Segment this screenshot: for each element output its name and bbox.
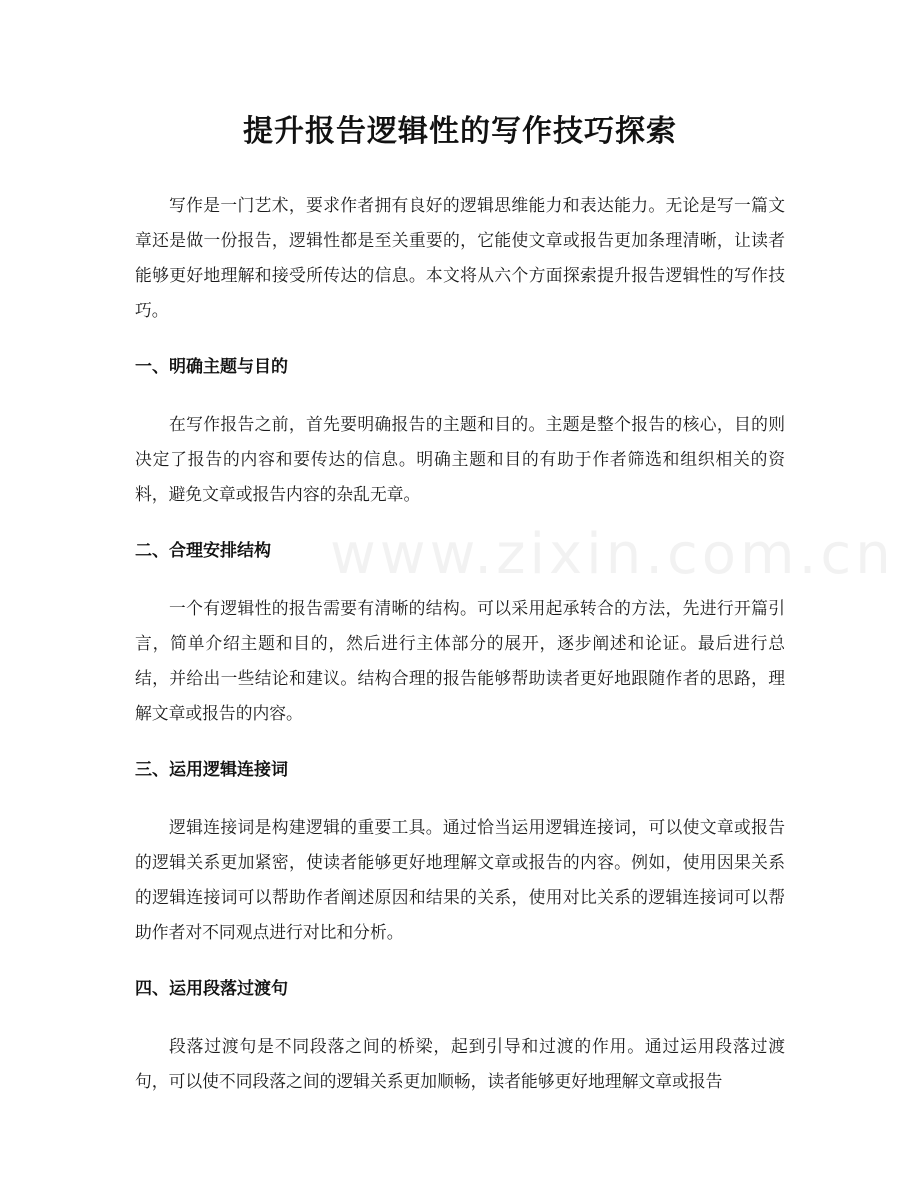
section-1-heading: 一、明确主题与目的: [135, 357, 288, 377]
document-title: 提升报告逻辑性的写作技巧探索: [243, 114, 677, 149]
section-2-body: 一个有逻辑性的报告需要有清晰的结构。可以采用起承转合的方法，先进行开篇引言，简单介绍主题和目的，然后进行主体部分的展开，逐步阐述和论证。最后进行总结，并给出一些结论和建议。结构合理的报告能够帮助读者更好地跟随作者的思路，理解文章或报告的内容。: [135, 598, 785, 723]
section-3-body: 逻辑连接词是构建逻辑的重要工具。通过恰当运用逻辑连接词，可以使文章或报告的逻辑关系更加紧密，使读者能够更好地理解文章或报告的内容。例如，使用因果关系的逻辑连接词可以帮助作者阐述原因和结果的关系，使用对比关系的逻辑连接词可以帮助作者对不同观点进行对比和分析。: [135, 817, 785, 942]
intro-paragraph: 写作是一门艺术，要求作者拥有良好的逻辑思维能力和表达能力。无论是写一篇文章还是做一份报告，逻辑性都是至关重要的，它能使文章或报告更加条理清晰，让读者能够更好地理解和接受所传达的信息。本文将从六个方面探索提升报告逻辑性的写作技巧。: [135, 195, 785, 320]
section-4-body: 段落过渡句是不同段落之间的桥梁，起到引导和过渡的作用。通过运用段落过渡句，可以使不同段落之间的逻辑关系更加顺畅，读者能够更好地理解文章或报告: [135, 1036, 785, 1091]
section-1-body: 在写作报告之前，首先要明确报告的主题和目的。主题是整个报告的核心，目的则决定了报告的内容和要传达的信息。明确主题和目的有助于作者筛选和组织相关的资料，避免文章或报告内容的杂乱无章。: [135, 414, 785, 504]
section-2-heading: 二、合理安排结构: [135, 541, 271, 561]
section-4-heading: 四、运用段落过渡句: [135, 979, 288, 999]
section-3-heading: 三、运用逻辑连接词: [135, 760, 288, 780]
watermark: www.zixin.com.cn: [330, 522, 895, 587]
